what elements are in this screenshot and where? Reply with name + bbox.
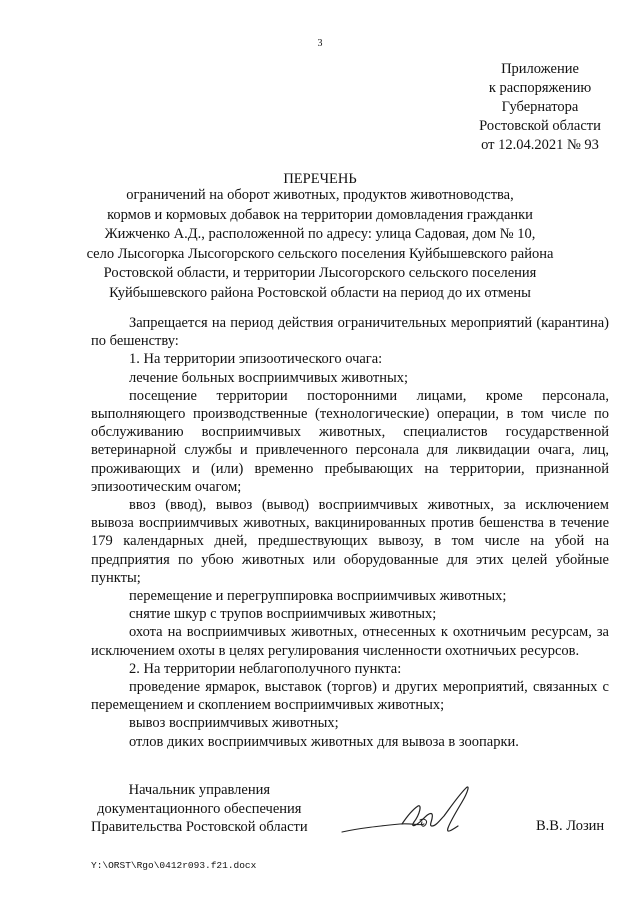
list-item: лечение больных восприимчивых животных; xyxy=(129,369,408,386)
subtitle-line: Жижченко А.Д., расположенной по адресу: улица Садовая, дом № 10, xyxy=(104,226,536,243)
subtitle-line: село Лысогорка Лысогорского сельского поселения Куйбышевского района xyxy=(86,245,554,262)
document-title: ПЕРЕЧЕНЬ xyxy=(283,171,357,187)
subtitle-line: Ростовской области, и территории Лысогорского сельского поселения xyxy=(103,265,537,282)
list-item: охота на восприимчивых животных, отнесенных к охотничьим ресурсам, за исключением охоты в целях регулирования численности охотничьих ресурсов. xyxy=(91,624,609,659)
list-item: проведение ярмарок, выставок (торгов) и других мероприятий, связанных с перемещением и скоплением восприимчивых животных; xyxy=(91,679,609,714)
intro-paragraph: Запрещается на период действия ограничительных мероприятий (карантина) по бешенству: xyxy=(91,315,609,350)
list-item: посещение территории посторонними лицами, кроме персонала, выполняющего производственные (технологические) операции, в том числе по обслуживанию восприимчивых животных, специалистов государственной ветеринарной службы и привлеченного персонала для ликвидации очага, лиц, проживающих и (или) временно пребывающих на территории, признанной эпизоотическим очагом; xyxy=(91,387,609,495)
appendix-header xyxy=(440,60,640,155)
subtitle-line: ограничений на оборот животных, продуктов животноводства, xyxy=(126,187,514,203)
section-heading: 2. На территории неблагополучного пункта: xyxy=(129,660,402,677)
handwritten-signature xyxy=(340,780,490,850)
appendix-line: от 12.04.2021 № 93 xyxy=(481,137,599,153)
document-subtitle xyxy=(80,186,560,304)
signatory-position xyxy=(91,781,308,837)
subtitle-line: Куйбышевского района Ростовской области на период до их отмены xyxy=(109,284,531,301)
page-number: 3 xyxy=(317,38,323,49)
appendix-line: Приложение xyxy=(501,61,579,77)
list-item: ввоз (ввод), вывоз (вывод) восприимчивых животных, за исключением вывоза восприимчивых животных, вакцинированных против бешенства в течение 179 календарных дней, предшествующих вывозу, в том числе на убой на предприятия по убою животных или оборудованные для этих целей убойные пункты; xyxy=(91,497,609,586)
position-line: документационного обеспечения xyxy=(97,800,302,817)
appendix-line: к распоряжению xyxy=(488,80,592,96)
section-heading: 1. На территории эпизоотического очага: xyxy=(129,351,383,368)
signatory-name: В.В. Лозин xyxy=(536,818,605,834)
list-item: перемещение и перегруппировка восприимчивых животных; xyxy=(129,588,507,605)
position-line: Начальник управления xyxy=(128,782,271,798)
position-line: Правительства Ростовской области xyxy=(91,819,308,836)
appendix-line: Ростовской области xyxy=(479,118,601,134)
subtitle-line: кормов и кормовых добавок на территории домовладения гражданки xyxy=(107,206,533,223)
document-body xyxy=(91,314,609,751)
list-item: отлов диких восприимчивых животных для вывоза в зоопарки. xyxy=(129,733,519,750)
file-path: Y:\ORST\Rgo\0412r093.f21.docx xyxy=(91,860,257,871)
list-item: вывоз восприимчивых животных; xyxy=(129,715,339,732)
appendix-line: Губернатора xyxy=(501,99,579,115)
list-item: снятие шкур с трупов восприимчивых животных; xyxy=(129,606,437,623)
